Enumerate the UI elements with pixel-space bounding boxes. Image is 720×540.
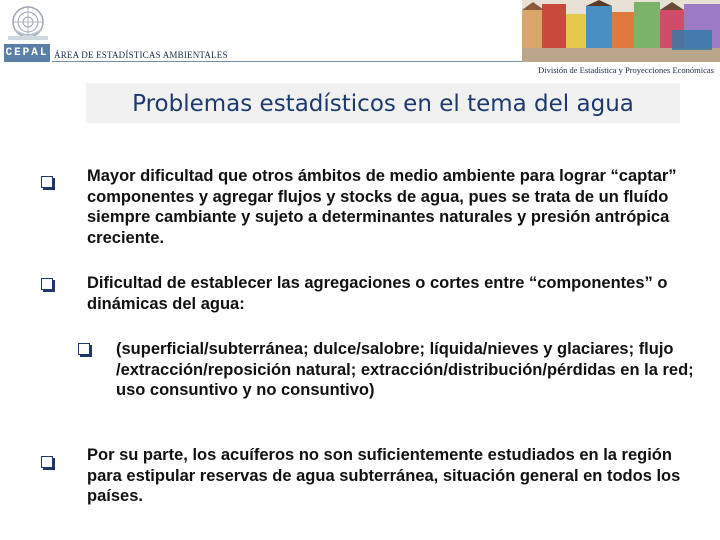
bullet-box-icon — [41, 176, 53, 188]
area-label: ÁREA DE ESTADÍSTICAS AMBIENTALES — [54, 50, 228, 60]
bullet-box-icon — [41, 278, 53, 290]
cepal-logo: CEPAL — [4, 44, 50, 62]
bullet-text-3: Por su parte, los acuíferos no son suficientemente estudiados en la región para estipular reservas de agua subterránea, situación general en todos los países. — [87, 446, 681, 505]
bullet-text-1: Mayor dificultad que otros ámbitos de medio ambiente para lograr “captar” componentes y agregar flujos y stocks de agua, pues se trata de un fluído siempre cambiante y sujeto a determinantes naturales y presión antrópica creciente. — [87, 167, 677, 247]
division-label: División de Estadística y Proyecciones Económicas — [538, 65, 714, 75]
un-emblem-icon — [10, 4, 46, 40]
title-box — [86, 83, 680, 123]
bullet-box-icon — [41, 456, 53, 468]
un-wordmark — [8, 36, 48, 40]
colorful-houses-banner — [522, 0, 720, 62]
slide-title: Problemas estadísticos en el tema del agua — [132, 91, 634, 117]
header-rule — [52, 61, 522, 62]
sub-bullet-text: (superficial/subterránea; dulce/salobre; líquida/nieves y glaciares; flujo /extracción/reposición natural; extracción/distribución/pérdidas en la red; uso consuntivo y no consuntivo) — [116, 340, 694, 399]
slide-header — [0, 0, 720, 80]
bullet-text-2: Dificultad de establecer las agregaciones o cortes entre “componentes” o dinámicas del agua: — [87, 274, 668, 313]
sub-bullet-box-icon — [78, 343, 90, 355]
